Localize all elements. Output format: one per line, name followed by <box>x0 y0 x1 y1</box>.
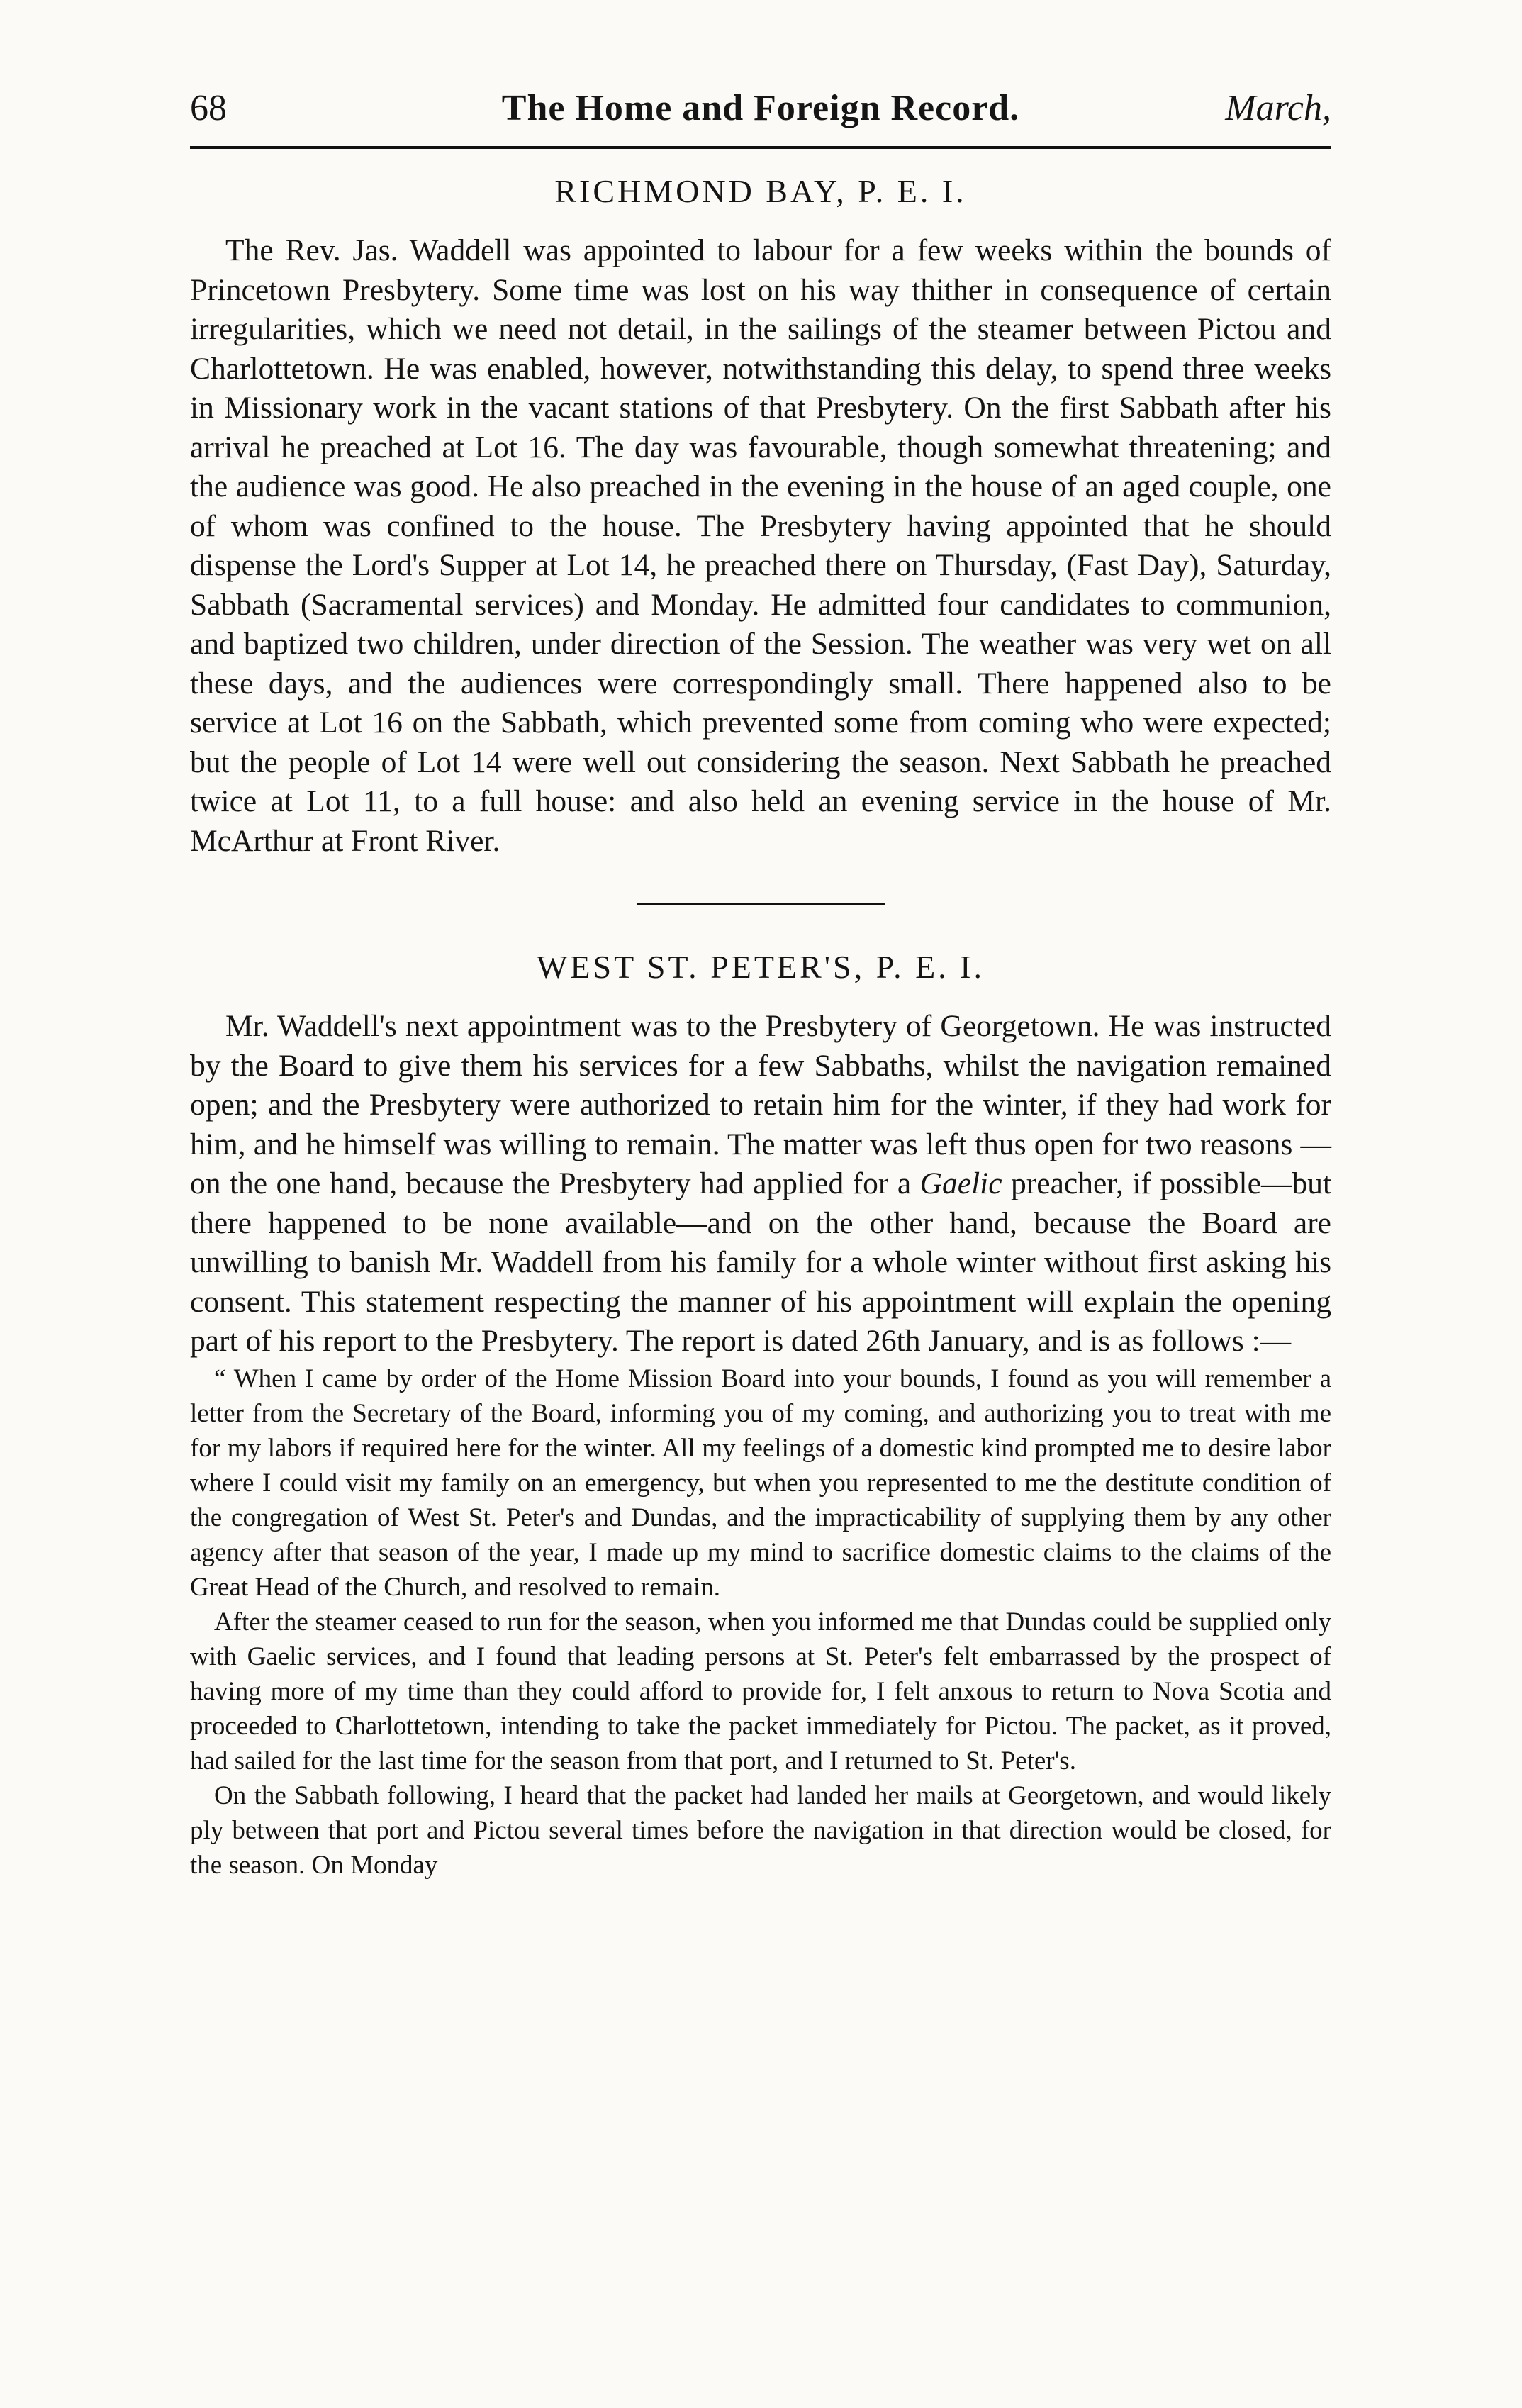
section-title: RICHMOND BAY, P. E. I. <box>554 173 967 209</box>
header-rule <box>190 146 1331 149</box>
emphasized-word: Gaelic <box>919 1166 1002 1200</box>
paragraph-text: Mr. Waddell's next appointment was to the Presbytery of Georgetown. He was instructed by the Board to give them his services for a few Sabbaths, whilst the navigation remained open; and the Presbytery were authorized to retain him for the winter, if they had work for him, and he himself was willing to remain. The matter was left thus open for two reasons —on the one hand, because the Presbytery had applied for a <box>190 1009 1331 1200</box>
journal-title: The Home and Foreign Record. <box>501 88 1020 128</box>
issue-month: March, <box>1225 88 1331 128</box>
page <box>190 84 1331 1883</box>
section-title: WEST ST. PETER'S, P. E. I. <box>537 949 985 985</box>
paragraph-text: preacher, if possible—but there happened to be none available—and on the other hand, because the Board are unwilling to banish Mr. Waddell from his family for a whole winter without first asking his consent. This statement respecting the manner of his appointment will explain the opening part of his report to the Presbytery. The report is dated 26th January, and is as follows :— <box>190 1166 1332 1358</box>
section-richmond-bay <box>190 170 1331 861</box>
quoted-paragraph: “ When I came by order of the Home Mission Board into your bounds, I found as you will remember a letter from the Secretary of the Board, informing you of my coming, and authorizing you to treat with me for my labors if required here for the winter. All my feelings of a domestic kind prompted me to desire labor where I could visit my family on an emergency, but when you represented to me the destitute condition of the congregation of West St. Peter's and Dundas, and the impracticability of supplying them by any other agency after that season of the year, I made up my mind to sacrifice domestic claims to the claims of the Great Head of the Church, and resolved to remain. <box>190 1364 1331 1602</box>
quoted-paragraph: After the steamer ceased to run for the season, when you informed me that Dundas could be supplied only with Gaelic services, and I found that leading persons at St. Peter's felt embarrassed by the prospect of having more of my time than they could afford to provide for, I felt anxous to return to Nova Scotia and proceeded to Charlottetown, intending to take the packet immediately for Pictou. The packet, as it proved, had sailed for the last time for the season from that port, and I returned to St. Peter's. <box>190 1607 1331 1776</box>
running-head <box>190 84 1331 140</box>
page-number: 68 <box>190 88 227 128</box>
section-divider <box>637 903 885 910</box>
body-paragraph <box>190 1007 1331 1361</box>
body-paragraph: The Rev. Jas. Waddell was appointed to labour for a few weeks within the bounds of Princetown Presbytery. Some time was lost on his way thither in consequence of certain irregularities, which we need not detail, in the sailings of the steamer between Pictou and Charlottetown. He was enabled, however, notwithstanding this delay, to spend three weeks in Missionary work in the vacant stations of that Presbytery. On the first Sabbath after his arrival he preached at Lot 16. The day was favourable, though somewhat threatening; and the audience was good. He also preached in the evening in the house of an aged couple, one of whom was confined to the house. The Presbytery having appointed that he should dispense the Lord's Supper at Lot 14, he preached there on Thursday, (Fast Day), Saturday, Sabbath (Sacramental services) and Monday. He admitted four candidates to communion, and baptized two children, under direction of the Session. The weather was very wet on all these days, and the audiences were correspondingly small. There happened also to be service at Lot 16 on the Sabbath, which prevented some from coming who were expected; but the people of Lot 14 were well out considering the season. Next Sabbath he preached twice at Lot 11, to a full house: and also held an evening service in the house of Mr. McArthur at Front River. <box>190 233 1331 858</box>
quoted-paragraph: On the Sabbath following, I heard that the packet had landed her mails at Georgetown, and would likely ply between that port and Pictou several times before the navigation in that direction would be closed, for the season. On Monday <box>190 1780 1331 1880</box>
section-west-st-peters <box>190 946 1331 1883</box>
